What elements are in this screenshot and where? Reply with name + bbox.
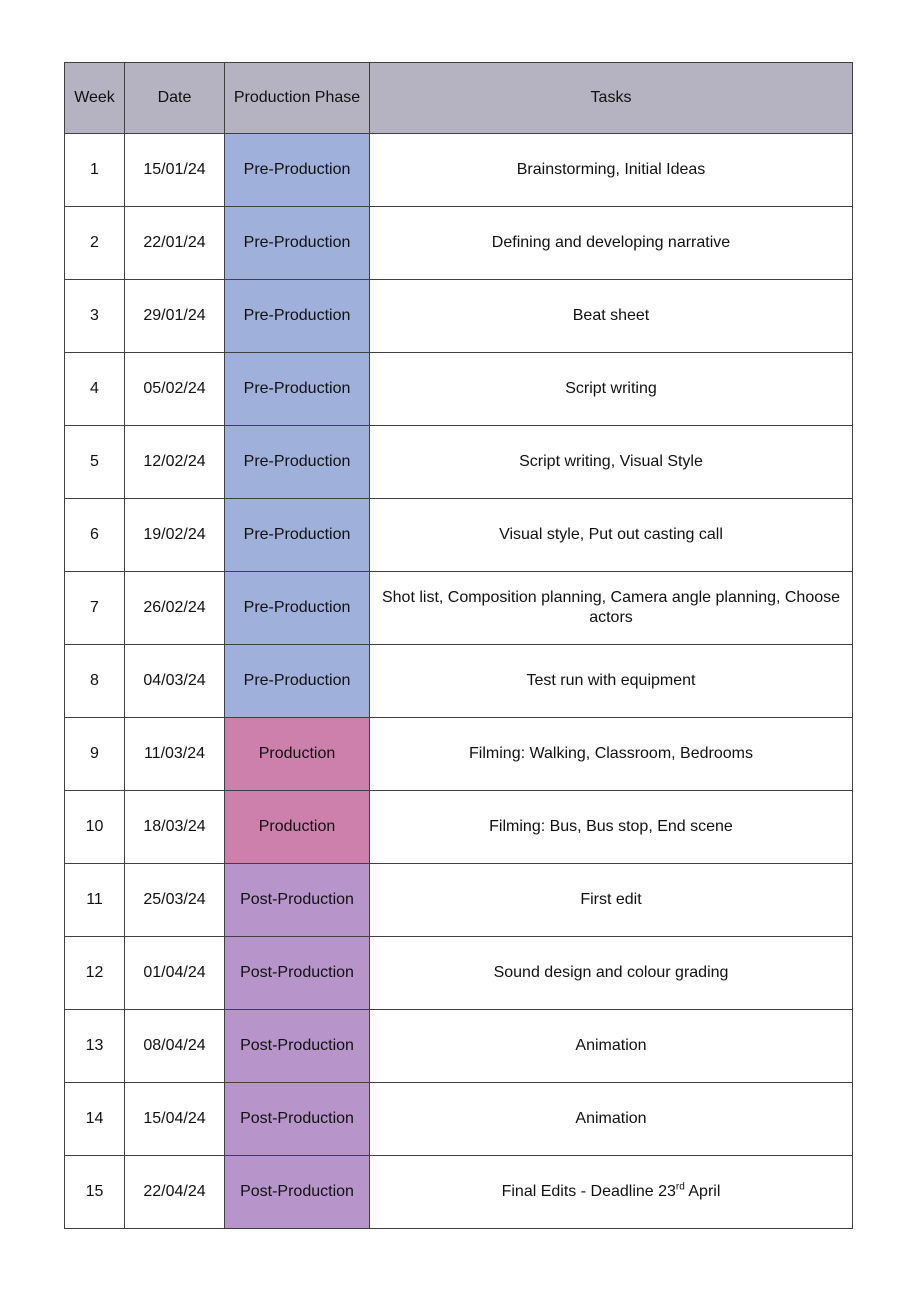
task-text: Sound design and colour grading	[493, 964, 729, 981]
table-row	[65, 353, 853, 426]
date-cell: 22/04/24	[125, 1156, 225, 1229]
week-cell: 10	[65, 791, 125, 864]
task-text: Script writing	[565, 380, 657, 397]
task-text: April	[684, 1183, 721, 1200]
table-header	[65, 63, 853, 134]
task-cell	[370, 207, 853, 280]
week-cell: 2	[65, 207, 125, 280]
table-row	[65, 937, 853, 1010]
table-row	[65, 1083, 853, 1156]
task-text: Filming: Bus, Bus stop, End scene	[489, 818, 733, 835]
header-week: Week	[65, 63, 125, 134]
date-cell: 18/03/24	[125, 791, 225, 864]
task-text: Final Edits - Deadline 23	[501, 1183, 676, 1200]
task-cell	[370, 718, 853, 791]
week-cell: 4	[65, 353, 125, 426]
table-row	[65, 791, 853, 864]
table-row	[65, 864, 853, 937]
table-row	[65, 280, 853, 353]
week-cell: 3	[65, 280, 125, 353]
phase-cell: Post-Production	[225, 864, 370, 937]
date-cell: 19/02/24	[125, 499, 225, 572]
table-row	[65, 645, 853, 718]
task-superscript: rd	[675, 1181, 685, 1193]
task-cell	[370, 280, 853, 353]
week-cell: 13	[65, 1010, 125, 1083]
table-row	[65, 426, 853, 499]
task-text: Beat sheet	[572, 307, 650, 324]
task-cell	[370, 426, 853, 499]
header-tasks: Tasks	[370, 63, 853, 134]
date-cell: 29/01/24	[125, 280, 225, 353]
task-cell	[370, 572, 853, 645]
task-text: Visual style, Put out casting call	[499, 526, 723, 543]
table-row	[65, 499, 853, 572]
header-row	[65, 63, 853, 134]
date-cell: 12/02/24	[125, 426, 225, 499]
phase-cell: Post-Production	[225, 937, 370, 1010]
date-cell: 05/02/24	[125, 353, 225, 426]
task-cell	[370, 134, 853, 207]
date-cell: 15/01/24	[125, 134, 225, 207]
date-cell: 11/03/24	[125, 718, 225, 791]
task-text: Animation	[575, 1037, 647, 1054]
header-phase: Production Phase	[225, 63, 370, 134]
date-cell: 04/03/24	[125, 645, 225, 718]
table-row	[65, 134, 853, 207]
task-cell	[370, 1156, 853, 1229]
week-cell: 5	[65, 426, 125, 499]
phase-cell: Post-Production	[225, 1156, 370, 1229]
week-cell: 11	[65, 864, 125, 937]
phase-cell: Production	[225, 718, 370, 791]
phase-cell: Pre-Production	[225, 134, 370, 207]
table-body	[65, 134, 853, 1229]
week-cell: 7	[65, 572, 125, 645]
table-row	[65, 718, 853, 791]
phase-cell: Pre-Production	[225, 499, 370, 572]
phase-cell: Pre-Production	[225, 353, 370, 426]
table-row	[65, 572, 853, 645]
week-cell: 1	[65, 134, 125, 207]
week-cell: 12	[65, 937, 125, 1010]
date-cell: 01/04/24	[125, 937, 225, 1010]
week-cell: 14	[65, 1083, 125, 1156]
table-row	[65, 207, 853, 280]
task-cell	[370, 499, 853, 572]
task-cell	[370, 353, 853, 426]
header-date: Date	[125, 63, 225, 134]
task-text: Animation	[575, 1110, 647, 1127]
week-cell: 9	[65, 718, 125, 791]
week-cell: 6	[65, 499, 125, 572]
date-cell: 26/02/24	[125, 572, 225, 645]
phase-cell: Post-Production	[225, 1083, 370, 1156]
schedule-table	[64, 62, 853, 1229]
phase-cell: Production	[225, 791, 370, 864]
task-text: First edit	[580, 891, 642, 908]
date-cell: 22/01/24	[125, 207, 225, 280]
task-cell	[370, 1010, 853, 1083]
task-text: Shot list, Composition planning, Camera angle planning, Choose actors	[381, 589, 841, 626]
task-text: Filming: Walking, Classroom, Bedrooms	[469, 745, 753, 762]
task-cell	[370, 864, 853, 937]
phase-cell: Post-Production	[225, 1010, 370, 1083]
task-cell	[370, 645, 853, 718]
phase-cell: Pre-Production	[225, 207, 370, 280]
table-row	[65, 1156, 853, 1229]
task-cell	[370, 1083, 853, 1156]
date-cell: 15/04/24	[125, 1083, 225, 1156]
task-cell	[370, 937, 853, 1010]
week-cell: 8	[65, 645, 125, 718]
phase-cell: Pre-Production	[225, 426, 370, 499]
phase-cell: Pre-Production	[225, 645, 370, 718]
task-text: Brainstorming, Initial Ideas	[516, 161, 706, 178]
task-text: Script writing, Visual Style	[519, 453, 703, 470]
date-cell: 25/03/24	[125, 864, 225, 937]
task-text: Defining and developing narrative	[491, 234, 731, 251]
table-row	[65, 1010, 853, 1083]
phase-cell: Pre-Production	[225, 572, 370, 645]
week-cell: 15	[65, 1156, 125, 1229]
task-cell	[370, 791, 853, 864]
date-cell: 08/04/24	[125, 1010, 225, 1083]
phase-cell: Pre-Production	[225, 280, 370, 353]
task-text: Test run with equipment	[526, 672, 696, 689]
